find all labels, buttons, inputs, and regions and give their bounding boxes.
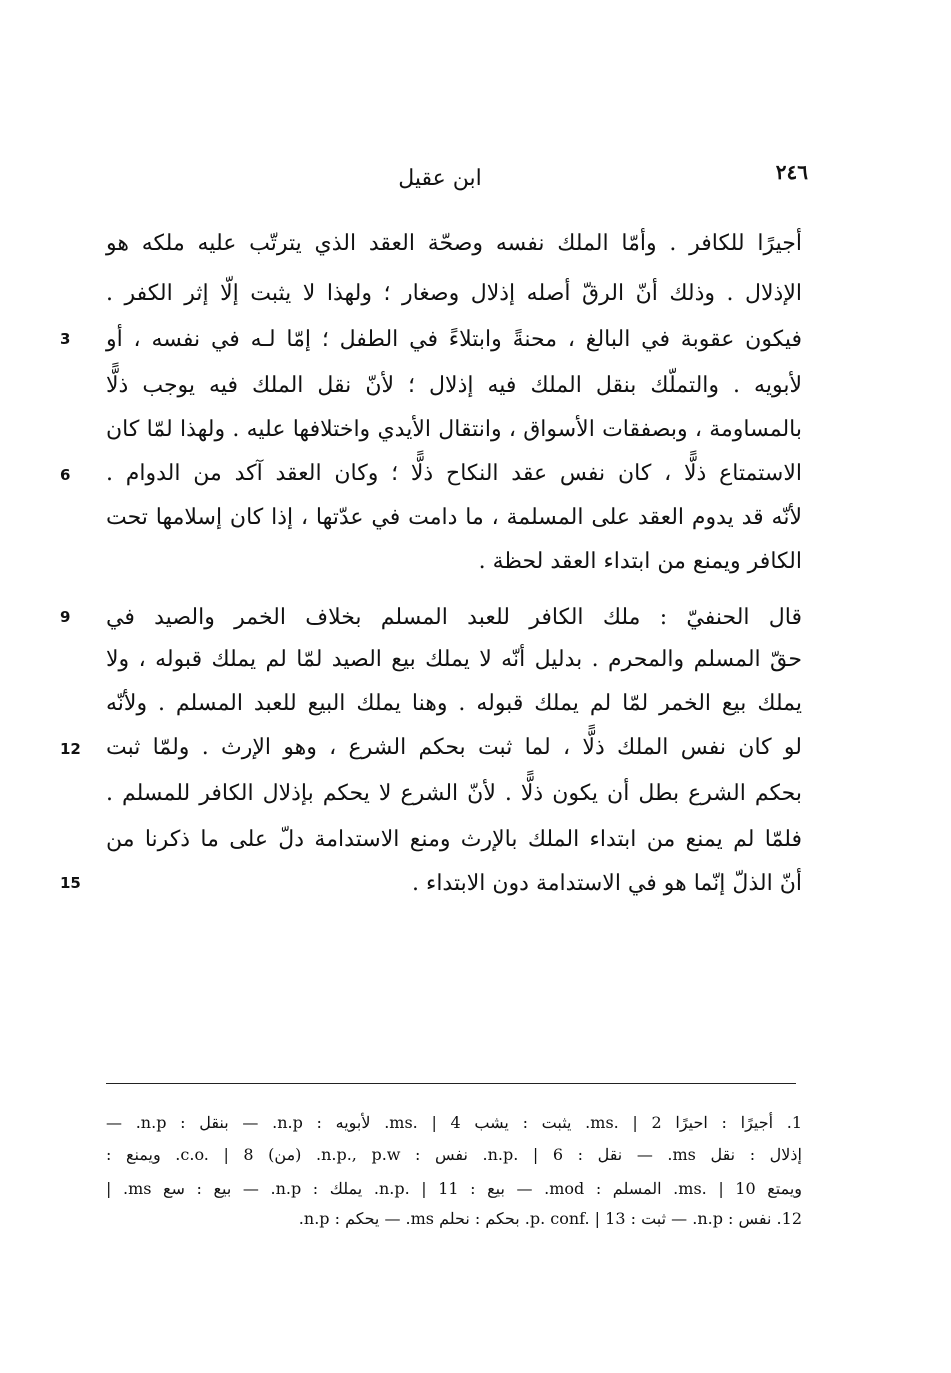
line-number-15: 15 bbox=[60, 874, 81, 892]
body-line-7: لأنّه قد يدوم العقد على المسلمة ، ما دامت في عدّتها ، إذا كان إسلامها تحت bbox=[106, 505, 802, 530]
body-line-10: حقّ المسلم والمحرم . بدليل أنّه لا يملك بيع الصيد لمّا لم يملك قبوله ، ولا bbox=[106, 647, 802, 672]
body-line-5: بالمساومة ، وبصفقات الأسواق ، وانتقال الأيدي واختلافها عليه . ولهذا لمّا كان bbox=[106, 417, 802, 442]
footnote-line-3: ويمتع ms. | 10. المسلم : mod. — بيع : n.p. | 11. يملك : n.p. — بيع : سع ms. | bbox=[106, 1179, 803, 1198]
body-line-13: بحكم الشرع بطل أن يكون ذلًّا . لأنّ الشرع لا يحكم بإذلال الكافر للمسلم . bbox=[106, 781, 802, 806]
line-number-12: 12 bbox=[60, 740, 81, 758]
line-number-3: 3 bbox=[60, 330, 71, 348]
running-header-title: ابن عقيل bbox=[398, 166, 482, 191]
footnote-line-2: إذلال : نقل ms. — نقل : n.p. | 6. نفس : n.p., p.w. (من) c.o. | 8. ويمنع : bbox=[106, 1145, 802, 1164]
footnote-divider bbox=[106, 1083, 796, 1084]
body-line-1: أجيرًا للكافر . وأمّا الملك نفسه وصحّة العقد الذي يترتّب عليه ملكه هو bbox=[106, 231, 802, 256]
body-line-9: قال الحنفيّ : ملك الكافر للعبد المسلم بخلاف الخمر والصيد في bbox=[106, 605, 802, 630]
body-line-2: الإذلال . وذلك أنّ الرقّ أصله إذلال وصغار ؛ ولهذا لا يثبت إلّا إثر الكفر . bbox=[106, 281, 802, 306]
body-line-11: يملك بيع الخمر لمّا لم يملك قبوله . وهنا يملك البيع للعبد المسلم . ولأنّه bbox=[106, 691, 802, 716]
line-number-6: 6 bbox=[60, 466, 71, 484]
body-line-15: أنّ الذلّ إنّما هو في الاستدامة دون الابتداء . bbox=[411, 871, 802, 896]
body-line-8: الكافر ويمنع من ابتداء العقد لحظة . bbox=[478, 549, 802, 574]
body-line-12: لو كان نفس الملك ذلًّا ، لما ثبت بحكم الشرع ، وهو الإرث . ولمّا ثبت bbox=[106, 735, 802, 760]
page-number: ٢٤٦ bbox=[775, 160, 808, 184]
body-line-3: فيكون عقوبة في البالغ ، محنةً وابتلاءً في الطفل ؛ إمّا لـه في نفسه ، أو bbox=[106, 327, 802, 352]
footnote-line-4: 12. نفس : n.p. — ثبت : p. conf. | 13. بحكم : نحلم ms. — يحكم : n.p. bbox=[298, 1209, 802, 1228]
body-line-6: الاستمتاع ذلًّا ، كان نفس عقد النكاح ذلًّا ؛ وكان العقد آكد من الدوام . bbox=[106, 461, 802, 486]
line-number-9: 9 bbox=[60, 608, 71, 626]
footnote-line-1: 1. أجيرًا : احيرًا ms. | 2. يثبت : يشب ms. | 4. لأبويه : n.p. — بنقل : n.p. — bbox=[106, 1113, 803, 1132]
body-line-4: لأبويه . والتملّك بنقل الملك فيه إذلال ؛ لأنّ نقل الملك فيه يوجب ذلًّا bbox=[106, 373, 802, 398]
body-line-14: فلمّا لم يمنع من ابتداء الملك بالإرث ومنع الاستدامة دلّ على ما ذكرنا من bbox=[106, 827, 802, 852]
